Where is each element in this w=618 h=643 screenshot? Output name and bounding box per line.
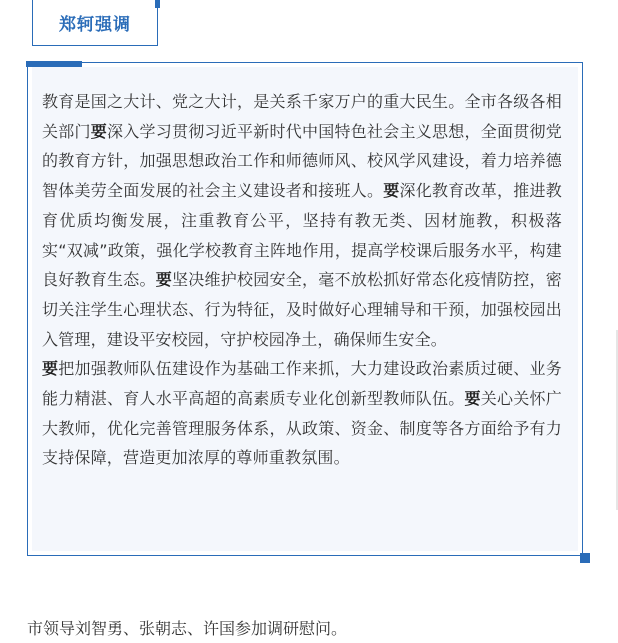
corner-accent-top-left — [26, 61, 82, 67]
tab-accent-mark — [155, 0, 160, 8]
emphasis-word-4: 要 — [42, 359, 59, 379]
emphasis-word-5: 要 — [464, 389, 481, 409]
quote-point-3: 坚决维护校园安全，毫不放松抓好常态化疫情防控，密切关注学生心理状态、行为特征，及时做好心理辅导和干预，加强校园出入管理，建设平安校园，守护校园净土，确保师生安全。 — [42, 270, 563, 349]
quote-box-background — [32, 67, 578, 551]
quote-intro: 教育是国之大计、党之大计，是关系千家万户的重大民生。全市各级各相关部门 — [42, 92, 562, 141]
emphasis-word-2: 要 — [383, 181, 400, 201]
quote-point-1: 深入学习贯彻习近平新时代中国特色社会主义思想，全面贯彻党的教育方针，加强思想政治工作和师德师风、校风学风建设，着力培养德智体美劳全面发展的社会主义建设者和接班人。 — [42, 121, 563, 201]
quote-point-4: 把加强教师队伍建设作为基础工作来抓，大力建设政治素质过硬、业务能力精湛、育人水平高超的高素质专业化创新型教师队伍。 — [42, 359, 563, 409]
emphasis-word-3: 要 — [155, 270, 173, 290]
quote-point-5: 关心关怀广大教师，优化完善管理服务体系，从政策、资金、制度等各方面给予有力支持保障，营造更加浓厚的尊师重教氛围。 — [42, 389, 563, 468]
quote-point-2: 深化教育改革，推进教育优质均衡发展，注重教育公平，坚持有教无类、因材施教，积极落实“双减”政策，强化学校教育主阵地作用，提高学校课后服务水平，构建良好教育生态。 — [42, 181, 563, 290]
emphasis-word-1: 要 — [90, 121, 108, 141]
quote-text — [42, 87, 562, 473]
section-header-label: 郑轲强调 — [59, 15, 131, 35]
section-header-tab — [32, 0, 158, 46]
photo-caption: 市领导刘智勇、张朝志、许国参加调研慰问。 — [27, 619, 348, 638]
corner-accent-bottom-right — [580, 553, 590, 563]
quote-box — [27, 62, 583, 556]
